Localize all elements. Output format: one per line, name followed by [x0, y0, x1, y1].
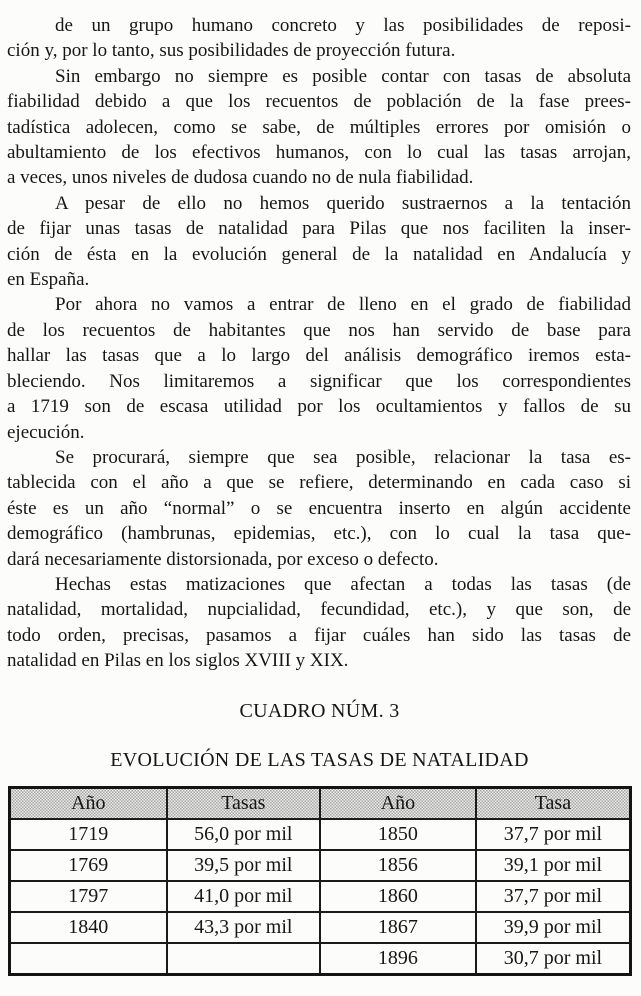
table-cell: 30,7 por mil — [476, 943, 631, 975]
text-line: ción de ésta en la evolución general de la natalidad en Andalucía y — [7, 243, 631, 265]
text-line: tadística adolecen, como se sabe, de múltiples errores por omisión o — [7, 116, 631, 138]
text-line: todo orden, precisas, pasamos a fijar cuáles han sido las tasas de — [7, 624, 631, 646]
text-line: Hechas estas matizaciones que afectan a todas las tasas (de — [55, 573, 631, 595]
table-row — [10, 943, 631, 975]
table-cell: 1850 — [320, 819, 476, 850]
paragraph — [7, 572, 631, 674]
text-line: fiabilidad debido a que los recuentos de población de la fase prees- — [7, 91, 631, 113]
text-line: bleciendo. Nos limitaremos a significar que los correspondientes — [7, 370, 631, 392]
paragraph — [7, 13, 631, 64]
table-header-row — [10, 787, 631, 819]
table-row — [10, 912, 631, 943]
text-line: a 1719 son de escasa utilidad por los ocultamientos y fallos de su — [7, 396, 631, 418]
table-row — [10, 819, 631, 850]
paragraph — [7, 191, 631, 293]
table-caption-title: EVOLUCIÓN DE LAS TASAS DE NATALIDAD — [110, 748, 529, 771]
paragraph — [7, 292, 631, 444]
table-cell: 37,7 por mil — [476, 881, 631, 912]
table-row — [10, 881, 631, 912]
table-cell: 1719 — [10, 819, 167, 850]
text-line: natalidad, mortalidad, nupcialidad, fecundidad, etc.), y que son, de — [7, 599, 631, 621]
text-line: A pesar de ello no hemos querido sustraernos a la tentación — [55, 192, 631, 214]
column-header: Tasa — [476, 787, 631, 819]
table-cell: 1840 — [10, 912, 167, 943]
table-row — [10, 850, 631, 881]
text-line: de un grupo humano concreto y las posibilidades de reposi- — [55, 15, 631, 36]
table-cell: 41,0 por mil — [167, 881, 320, 912]
paragraph — [7, 64, 631, 191]
table-cell: 1896 — [320, 943, 476, 975]
text-line: a veces, unos niveles de dudosa cuando no de nula fiabilidad. — [7, 167, 474, 189]
table-cell: 37,7 por mil — [476, 819, 631, 850]
table-cell — [10, 943, 167, 975]
column-header: Año — [320, 787, 476, 819]
text-line: en España. — [7, 269, 90, 291]
column-header: Año — [10, 787, 167, 819]
body-paragraphs — [7, 13, 631, 674]
text-line: demográfico (hambrunas, epidemias, etc.), con lo cual la tasa que- — [7, 523, 631, 545]
table-cell: 1797 — [10, 881, 167, 912]
table-cell: 39,5 por mil — [167, 850, 320, 881]
text-line: de fijar unas tasas de natalidad para Pilas que nos faciliten la inser- — [7, 218, 631, 240]
table-cell: 56,0 por mil — [167, 819, 320, 850]
table-cell: 1769 — [10, 850, 167, 881]
text-line: ejecución. — [7, 421, 85, 443]
text-line: hallar las tasas que a lo largo del análisis demográfico iremos esta- — [7, 345, 631, 367]
text-line: de los recuentos de habitantes que nos han servido de base para — [7, 319, 631, 341]
text-line: Por ahora no vamos a entrar de lleno en el grado de fiabilidad — [55, 294, 631, 316]
natality-rates-table — [8, 786, 632, 976]
table-cell: 1856 — [320, 850, 476, 881]
table-cell: 1867 — [320, 912, 476, 943]
table-body — [10, 819, 631, 975]
text-line: dará necesariamente distorsionada, por exceso o defecto. — [7, 548, 439, 570]
text-line: natalidad en Pilas en los siglos XVIII y XIX. — [7, 650, 349, 672]
text-line: ción y, por lo tanto, sus posibilidades de proyección futura. — [7, 40, 456, 62]
text-line: abultamiento de los efectivos humanos, con lo cual las tasas arrojan, — [7, 142, 631, 164]
table-cell: 39,1 por mil — [476, 850, 631, 881]
table-cell — [167, 943, 320, 975]
text-line: tablecida con el año a que se refiere, determinando en cada caso si — [7, 472, 631, 494]
table-header — [10, 787, 631, 819]
column-header: Tasas — [167, 787, 320, 819]
text-line: éste es un año “normal” o se encuentra inserto en algún accidente — [7, 497, 631, 519]
table-caption-number: CUADRO NÚM. 3 — [239, 699, 400, 722]
table-cell: 1860 — [320, 881, 476, 912]
paragraph — [7, 445, 631, 572]
table-cell: 39,9 por mil — [476, 912, 631, 943]
text-line: Sin embargo no siempre es posible contar con tasas de absoluta — [55, 65, 631, 87]
table-cell: 43,3 por mil — [167, 912, 320, 943]
text-line: Se procurará, siempre que sea posible, relacionar la tasa es- — [55, 446, 631, 468]
